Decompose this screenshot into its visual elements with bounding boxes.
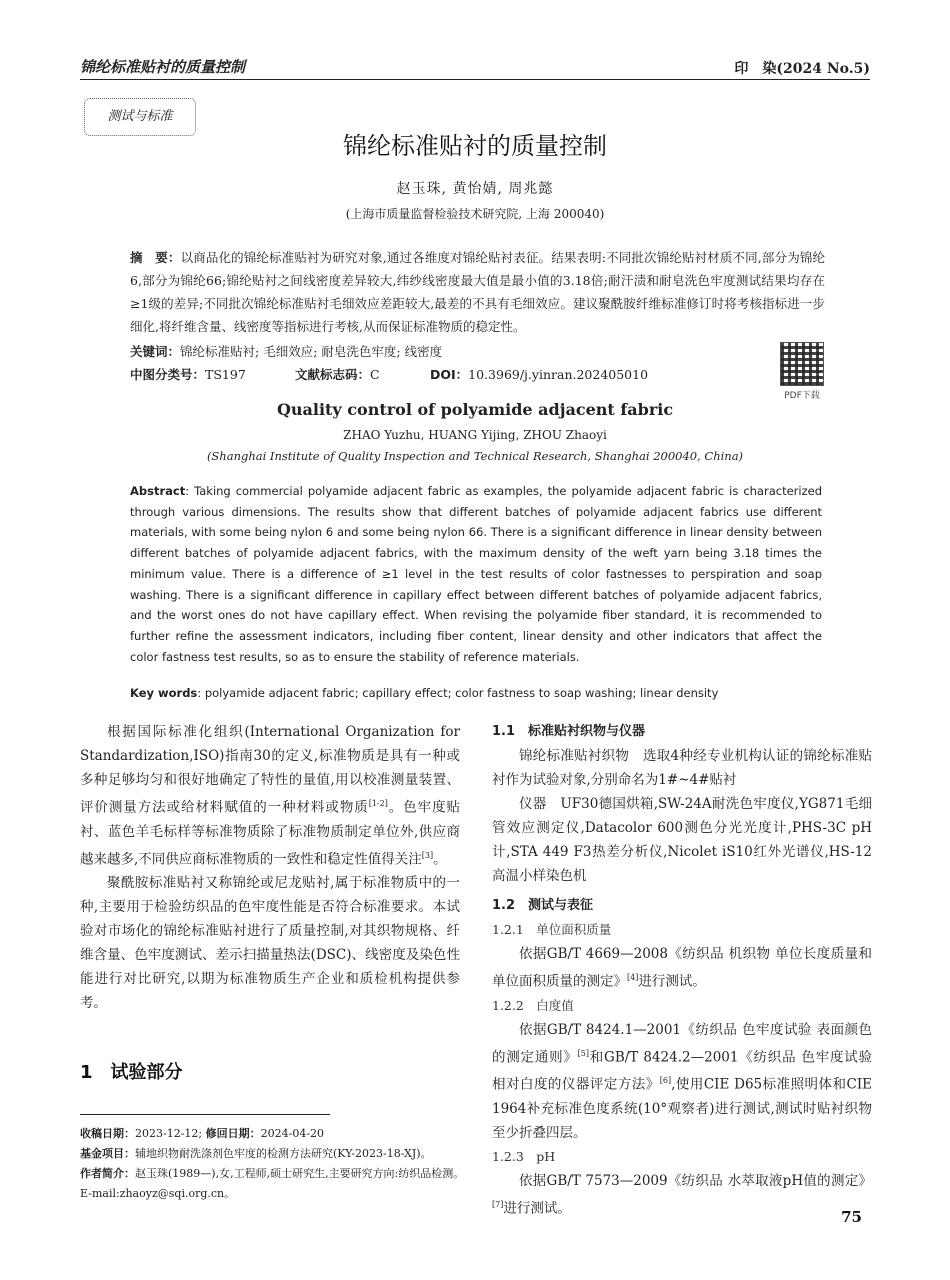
abstract-cn-label: 摘 要： [130,250,181,265]
citation[interactable]: [1-2] [368,799,388,808]
clc-value: TS197 [205,367,246,382]
doi-value[interactable]: 10.3969/j.yinran.202405010 [468,367,649,382]
footnote-rule [80,1114,330,1115]
intro-paragraph-1: 根据国际标准化组织(International Organization for Standardization,ISO)指南30的定义,标准物质是具有一种或多种足够均匀和很好地确定了特性的量值,用以校准测量装置、评价测量方法或给材料赋值的一种材料或物质[1-2]。色牢度贴衬、蓝色羊毛标样等标准物质除了标准物质制定单位外,供应商越来越多,不同供应商标准物质的一致性和稳定性值得关注[3]。 [80,724,461,867]
page-number: 75 [841,1208,862,1226]
intro-paragraph-2: 聚酰胺标准贴衬又称锦纶或尼龙贴衬,属于标准物质中的一种,主要用于检验纺织品的色牢度性能是否符合标准要求。本试验对市场化的锦纶标准贴衬进行了质量控制,对其织物规格、纤维含量、色牢度测试、差示扫描量热法(DSC)、线密度及染色性能进行对比研究,以期为标准物质生产企业和质检机构提供参考。 [80,875,460,1011]
abstract-en-text: : Taking commercial polyamide adjacent fabric as examples, the polyamide adjacent fabric is characterized through various dimensions. The results show that different batches of polyamide adjacent fabrics use different materials, with some being nylon 6 and some being nylon 66. There is a significant difference in linear density between different batches of polyamide adjacent fabrics, with the maximum density of the weft yarn being 3.18 times the minimum value. There is a difference of ≥1 level in the test results of color fastnesses to perspiration and soap washing. There is a significant difference in capillary effect between different batches of polyamide adjacent fabrics, and the worst ones do not have capillary effect. When revising the polyamide fiber standard, it is recommended to further refine the assessment indicators, including fiber content, linear density and other indicators that affect the color fastness test results, so as to ensure the stability of reference materials. [130,484,822,664]
english-affiliation: (Shanghai Institute of Quality Inspection and Technical Research, Shanghai 200040, China) [206,449,744,463]
header-rule [80,79,870,80]
clc-label: 中图分类号： [130,367,206,382]
qr-label: PDF下载 [784,391,820,401]
affiliation: (上海市质量监督检验技术研究院, 上海 200040) [345,207,605,221]
paragraph-1-2-2: 依据GB/T 8424.1—2001《纺织品 色牢度试验 表面颜色的测定通则》[5]和GB/T 8424.2—2001《纺织品 色牢度试验 相对白度的仪器评定方法》[6],使用CIE D65标准照明体和CIE 1964补充标准色度系统(10°观察者)进行测试,测试时贴衬织物至少折叠四层。 [492,1021,873,1141]
column-tag: 测试与标准 [84,98,196,136]
keywords-en [130,686,718,700]
right-column [492,720,872,1220]
left-column [80,720,460,1015]
running-header-journal: 印 染(2024 No.5) [734,61,870,77]
keywords-cn-label: 关键词： [130,344,181,359]
pdf-download-qr[interactable] [780,342,824,406]
paper-title: 锦纶标准贴衬的质量控制 [343,132,607,160]
footnote: 收稿日期：2023-12-12; 修回日期：2024-04-20 基金项目：辅地织物耐洗涤剂色牢度的检测方法研究(KY-2023-18-XJ)。 作者简介：赵玉珠(1989—),女,工程师,硕士研究生,主要研究方向:纺织品检测。E-mail:zhaoyz@sqi.org.cn。 [80,1127,465,1200]
doc-code-label: 文献标志码： [295,367,371,382]
english-authors: ZHAO Yuzhu, HUANG Yijing, ZHOU Zhaoyi [343,428,607,442]
section-heading-1-2-3: 1.2.3 pH [492,1148,556,1164]
authors: 赵玉珠, 黄怡婧, 周兆懿 [396,181,554,197]
abstract-en-label: Abstract [130,484,186,498]
abstract-cn-text: 以商品化的锦纶标准贴衬为研究对象,通过各维度对锦纶贴衬表征。结果表明:不同批次锦纶贴衬材质不同,部分为锦纶6,部分为锦纶66;锦纶贴衬之间线密度差异较大,纬纱线密度最大值是最小值的3.18倍;耐汗渍和耐皂洗色牢度测试结果均存在≥1级的差异;不同批次锦纶标准贴衬毛细效应差距较大,最差的不具有毛细效应。建议聚酰胺纤维标准修订时将考核指标进一步细化,将纤维含量、线密度等指标进行考核,从而保证标准物质的稳定性。 [130,250,825,334]
section-heading-1-2-2: 1.2.2 白度值 [492,997,574,1013]
paragraph-1-2-3: 依据GB/T 7573—2009《纺织品 水萃取液pH值的测定》[7]进行测试。 [492,1172,872,1216]
paragraph-1-2-1: 依据GB/T 4669—2008《纺织品 机织物 单位长度质量和单位面积质量的测定》[4]进行测试。 [492,946,872,990]
keywords-cn-text: 锦纶标准贴衬; 毛细效应; 耐皂洗色牢度; 线密度 [180,344,443,359]
section-heading-1: 1 试验部分 [80,1062,183,1083]
keywords-cn [130,342,442,360]
english-title: Quality control of polyamide adjacent fabric [276,400,674,419]
qr-code-icon[interactable] [780,342,824,386]
running-header-title: 锦纶标准贴衬的质量控制 [80,58,246,76]
fabric-paragraph: 锦纶标准贴衬织物 选取4种经专业机构认证的锦纶标准贴衬作为试验对象,分别命名为1#~4#贴衬 [492,748,872,788]
instruments-paragraph: 仪器 UF30德国烘箱,SW-24A耐洗色牢度仪,YG871毛细管效应测定仪,Datacolor 600测色分光光度计,PHS-3C pH计,STA 449 F3热差分析仪,Nicolet iS10红外光谱仪,HS-12高温小样染色机 [492,796,872,884]
abstract-cn [130,246,825,338]
keywords-en-text: : polyamide adjacent fabric; capillary effect; color fastness to soap washing; linear density [197,686,719,700]
section-heading-1-2: 1.2 测试与表征 [492,898,594,913]
doc-code-value: C [370,367,380,382]
abstract-en [130,481,822,667]
keywords-en-label: Key words [130,686,198,700]
doi-label: DOI： [430,367,469,382]
classification-line [130,365,670,383]
section-heading-1-2-1: 1.2.1 单位面积质量 [492,922,612,937]
citation[interactable]: [3] [421,850,434,860]
section-heading-1-1: 1.1 标准贴衬织物与仪器 [492,724,646,739]
